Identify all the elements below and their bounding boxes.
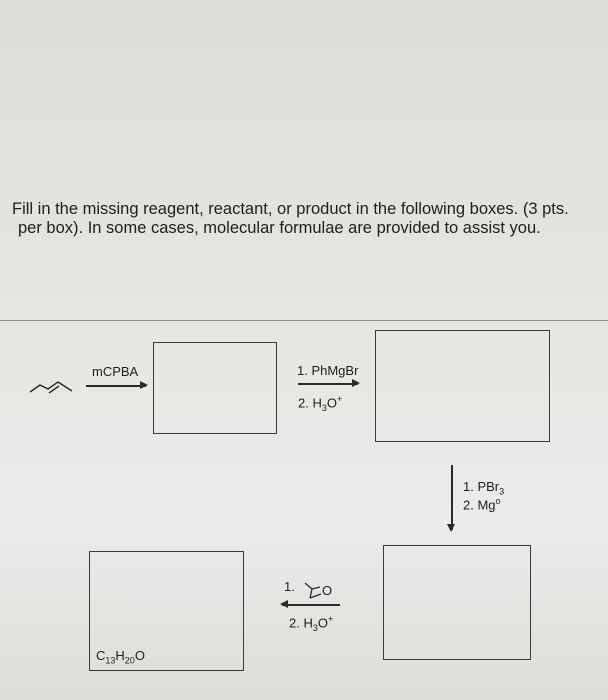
mcpba-label: mCPBA (92, 364, 139, 379)
question-line-1: Fill in the missing reagent, reactant, or product in the following boxes. (3 pts. (12, 200, 569, 218)
epoxide-oxygen-label: O (322, 583, 333, 598)
question-line-2: per box). In some cases, molecular formulae are provided to assist you. (18, 219, 541, 237)
pbr3-label: 1. PBr$_3$ (463, 479, 505, 497)
molecular-formula: $C_{13}H_{20}O$ (96, 648, 145, 666)
h3o-label-2: 2. $H_3O^+$ (289, 614, 334, 633)
reaction-arrow-2 (298, 383, 358, 385)
divider-line (0, 320, 608, 321)
answer-box-2[interactable] (375, 330, 550, 442)
phmgbr-label: 1. PhMgBr (297, 363, 359, 378)
reaction-arrow-4 (282, 604, 340, 606)
question-text (8, 200, 608, 238)
step-1-number: 1. (284, 579, 295, 594)
answer-box-3[interactable] (383, 545, 531, 660)
alkene-structure (28, 372, 78, 396)
reaction-arrow-1 (86, 385, 146, 387)
mg-label: 2. Mg$^o$ (463, 496, 501, 513)
h3o-label-1: 2. $H_3O^+$ (298, 394, 343, 413)
reaction-arrow-3 (451, 465, 453, 530)
answer-box-1[interactable] (153, 342, 277, 434)
